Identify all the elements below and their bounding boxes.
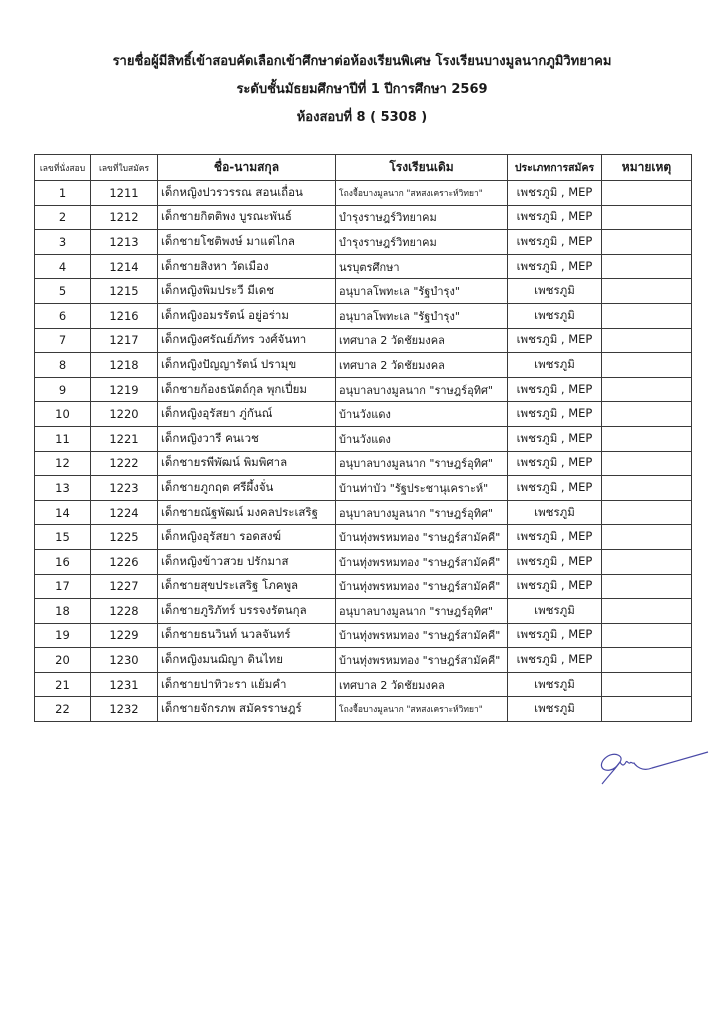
- application-number-cell: 1224: [91, 500, 158, 525]
- seat-number-cell: 14: [35, 500, 91, 525]
- remarks-cell: [602, 574, 692, 599]
- previous-school-cell: บ้านทุ่งพรหมทอง "ราษฎร์สามัคคี": [336, 549, 508, 574]
- application-number-cell: 1230: [91, 648, 158, 673]
- application-number-cell: 1222: [91, 451, 158, 476]
- remarks-cell: [602, 648, 692, 673]
- seat-number-cell: 21: [35, 672, 91, 697]
- previous-school-cell: อนุบาลโพทะเล "รัฐบำรุง": [336, 279, 508, 304]
- seat-number-cell: 17: [35, 574, 91, 599]
- seat-number-cell: 20: [35, 648, 91, 673]
- seat-number-cell: 13: [35, 476, 91, 501]
- previous-school-cell: บ้านท่าบัว "รัฐประชานุเคราะห์": [336, 476, 508, 501]
- seat-number-cell: 9: [35, 377, 91, 402]
- application-number-cell: 1228: [91, 599, 158, 624]
- table-row: [35, 254, 692, 279]
- remarks-cell: [602, 377, 692, 402]
- table-row: [35, 500, 692, 525]
- application-number-cell: 1218: [91, 353, 158, 378]
- application-type-cell: เพชรภูมิ , MEP: [508, 181, 602, 206]
- application-number-cell: 1225: [91, 525, 158, 550]
- remarks-cell: [602, 230, 692, 255]
- remarks-cell: [602, 205, 692, 230]
- previous-school-cell: บำรุงราษฎร์วิทยาคม: [336, 230, 508, 255]
- application-number-cell: 1219: [91, 377, 158, 402]
- full-name-cell: เด็กชายโชติพงษ์ มาแต่ไกล: [158, 230, 336, 255]
- application-type-cell: เพชรภูมิ , MEP: [508, 574, 602, 599]
- application-number-cell: 1229: [91, 623, 158, 648]
- previous-school-cell: บ้านทุ่งพรหมทอง "ราษฎร์สามัคคี": [336, 574, 508, 599]
- application-number-cell: 1221: [91, 426, 158, 451]
- table-row: [35, 549, 692, 574]
- previous-school-cell: บ้านทุ่งพรหมทอง "ราษฎร์สามัคคี": [336, 525, 508, 550]
- table-row: [35, 230, 692, 255]
- full-name-cell: เด็กหญิงอมรรัตน์ อยู่อร่าม: [158, 303, 336, 328]
- application-type-cell: เพชรภูมิ , MEP: [508, 205, 602, 230]
- remarks-cell: [602, 500, 692, 525]
- full-name-cell: เด็กชายสิงหา วัดเมือง: [158, 254, 336, 279]
- seat-number-cell: 2: [35, 205, 91, 230]
- previous-school-cell: เทศบาล 2 วัดชัยมงคล: [336, 353, 508, 378]
- application-type-cell: เพชรภูมิ , MEP: [508, 328, 602, 353]
- previous-school-cell: นรบุตรศึกษา: [336, 254, 508, 279]
- full-name-cell: เด็กชายรพีพัฒน์ พิมพิศาล: [158, 451, 336, 476]
- application-type-cell: เพชรภูมิ , MEP: [508, 623, 602, 648]
- application-type-cell: เพชรภูมิ , MEP: [508, 426, 602, 451]
- remarks-cell: [602, 451, 692, 476]
- seat-number-cell: 4: [35, 254, 91, 279]
- application-number-cell: 1211: [91, 181, 158, 206]
- seat-number-cell: 1: [35, 181, 91, 206]
- application-number-cell: 1231: [91, 672, 158, 697]
- previous-school-cell: เทศบาล 2 วัดชัยมงคล: [336, 672, 508, 697]
- signature-image: [590, 748, 710, 788]
- table-row: [35, 279, 692, 304]
- application-type-cell: เพชรภูมิ: [508, 697, 602, 722]
- remarks-cell: [602, 697, 692, 722]
- application-number-cell: 1212: [91, 205, 158, 230]
- table-row: [35, 599, 692, 624]
- document-title: รายชื่อผู้มีสิทธิ์เข้าสอบคัดเลือกเข้าศึกษาต่อห้องเรียนพิเศษ โรงเรียนบางมูลนากภูมิวิทยาคม: [112, 54, 612, 69]
- table-row: [35, 525, 692, 550]
- full-name-cell: เด็กชายกิตติพง บูรณะพันธ์: [158, 205, 336, 230]
- column-header-application-number: เลขที่ใบสมัคร: [91, 155, 158, 181]
- table-row: [35, 426, 692, 451]
- remarks-cell: [602, 549, 692, 574]
- table-row: [35, 697, 692, 722]
- previous-school-cell: อนุบาลบางมูลนาก "ราษฎร์อุทิศ": [336, 500, 508, 525]
- previous-school-cell: อนุบาลบางมูลนาก "ราษฎร์อุทิศ": [336, 377, 508, 402]
- seat-number-cell: 7: [35, 328, 91, 353]
- seat-number-cell: 12: [35, 451, 91, 476]
- remarks-cell: [602, 328, 692, 353]
- seat-number-cell: 8: [35, 353, 91, 378]
- full-name-cell: เด็กหญิงวารี คนเวช: [158, 426, 336, 451]
- previous-school-cell: บำรุงราษฎร์วิทยาคม: [336, 205, 508, 230]
- table-row: [35, 476, 692, 501]
- application-number-cell: 1232: [91, 697, 158, 722]
- application-type-cell: เพชรภูมิ: [508, 599, 602, 624]
- application-number-cell: 1215: [91, 279, 158, 304]
- column-header-remarks: หมายเหตุ: [602, 155, 692, 181]
- application-number-cell: 1213: [91, 230, 158, 255]
- application-number-cell: 1226: [91, 549, 158, 574]
- remarks-cell: [602, 254, 692, 279]
- application-type-cell: เพชรภูมิ , MEP: [508, 525, 602, 550]
- table-row: [35, 402, 692, 427]
- full-name-cell: เด็กหญิงมนฌิญา ดินไทย: [158, 648, 336, 673]
- seat-number-cell: 22: [35, 697, 91, 722]
- seat-number-cell: 16: [35, 549, 91, 574]
- seat-number-cell: 11: [35, 426, 91, 451]
- remarks-cell: [602, 181, 692, 206]
- table-row: [35, 377, 692, 402]
- column-header-application-type: ประเภทการสมัคร: [508, 155, 602, 181]
- previous-school-cell: อนุบาลโพทะเล "รัฐบำรุง": [336, 303, 508, 328]
- candidate-table: [34, 154, 692, 722]
- column-header-full-name: ชื่อ-นามสกุล: [158, 155, 336, 181]
- seat-number-cell: 18: [35, 599, 91, 624]
- table-row: [35, 648, 692, 673]
- application-type-cell: เพชรภูมิ , MEP: [508, 451, 602, 476]
- application-type-cell: เพชรภูมิ: [508, 353, 602, 378]
- remarks-cell: [602, 426, 692, 451]
- application-number-cell: 1214: [91, 254, 158, 279]
- full-name-cell: เด็กชายธนวินท์ นวลจันทร์: [158, 623, 336, 648]
- table-row: [35, 623, 692, 648]
- previous-school-cell: อนุบาลบางมูลนาก "ราษฎร์อุทิศ": [336, 451, 508, 476]
- previous-school-cell: โถงจื้อบางมูลนาก "สหสงเคราะห์วิทยา": [336, 181, 508, 206]
- application-type-cell: เพชรภูมิ , MEP: [508, 402, 602, 427]
- application-type-cell: เพชรภูมิ , MEP: [508, 230, 602, 255]
- full-name-cell: เด็กหญิงข้าวสวย ปรักมาส: [158, 549, 336, 574]
- application-number-cell: 1217: [91, 328, 158, 353]
- full-name-cell: เด็กหญิงปวรวรรณ สอนเถื่อน: [158, 181, 336, 206]
- seat-number-cell: 3: [35, 230, 91, 255]
- previous-school-cell: บ้านทุ่งพรหมทอง "ราษฎร์สามัคคี": [336, 623, 508, 648]
- application-type-cell: เพชรภูมิ , MEP: [508, 254, 602, 279]
- application-type-cell: เพชรภูมิ: [508, 279, 602, 304]
- table-row: [35, 574, 692, 599]
- full-name-cell: เด็กชายสุขประเสริฐ โภคพูล: [158, 574, 336, 599]
- full-name-cell: เด็กหญิงปัญญารัตน์ ปรามุข: [158, 353, 336, 378]
- previous-school-cell: เทศบาล 2 วัดชัยมงคล: [336, 328, 508, 353]
- column-header-seat-number: เลขที่นั่งสอบ: [35, 155, 91, 181]
- remarks-cell: [602, 402, 692, 427]
- table-row: [35, 205, 692, 230]
- application-type-cell: เพชรภูมิ , MEP: [508, 549, 602, 574]
- application-type-cell: เพชรภูมิ , MEP: [508, 377, 602, 402]
- seat-number-cell: 6: [35, 303, 91, 328]
- full-name-cell: เด็กชายจักรภพ สมัครราษฎร์: [158, 697, 336, 722]
- previous-school-cell: บ้านวังแดง: [336, 426, 508, 451]
- table-header-row: [35, 155, 692, 181]
- remarks-cell: [602, 353, 692, 378]
- full-name-cell: เด็กหญิงพิมประวี มีเดช: [158, 279, 336, 304]
- application-type-cell: เพชรภูมิ: [508, 672, 602, 697]
- full-name-cell: เด็กชายภูกฤต ศรีผึ้งจั่น: [158, 476, 336, 501]
- full-name-cell: เด็กชายภูริภัทร์ บรรจงรัตนกุล: [158, 599, 336, 624]
- seat-number-cell: 10: [35, 402, 91, 427]
- previous-school-cell: โถงจื้อบางมูลนาก "สหสงเคราะห์วิทยา": [336, 697, 508, 722]
- column-header-previous-school: โรงเรียนเดิม: [336, 155, 508, 181]
- application-number-cell: 1227: [91, 574, 158, 599]
- previous-school-cell: บ้านวังแดง: [336, 402, 508, 427]
- table-row: [35, 181, 692, 206]
- document-subtitle-exam-room: ห้องสอบที่ 8 ( 5308 ): [296, 110, 428, 125]
- application-number-cell: 1223: [91, 476, 158, 501]
- previous-school-cell: บ้านทุ่งพรหมทอง "ราษฎร์สามัคคี": [336, 648, 508, 673]
- previous-school-cell: อนุบาลบางมูลนาก "ราษฎร์อุทิศ": [336, 599, 508, 624]
- table-row: [35, 328, 692, 353]
- seat-number-cell: 15: [35, 525, 91, 550]
- application-type-cell: เพชรภูมิ: [508, 500, 602, 525]
- application-type-cell: เพชรภูมิ , MEP: [508, 476, 602, 501]
- table-row: [35, 451, 692, 476]
- signature-stroke: [601, 752, 708, 784]
- remarks-cell: [602, 303, 692, 328]
- full-name-cell: เด็กหญิงอุรัสยา ภู่กันณ์: [158, 402, 336, 427]
- full-name-cell: เด็กชายณัฐพัฒน์ มงคลประเสริฐ: [158, 500, 336, 525]
- remarks-cell: [602, 476, 692, 501]
- remarks-cell: [602, 623, 692, 648]
- full-name-cell: เด็กหญิงอุรัสยา รอดสงฆ์: [158, 525, 336, 550]
- remarks-cell: [602, 672, 692, 697]
- remarks-cell: [602, 525, 692, 550]
- seat-number-cell: 5: [35, 279, 91, 304]
- document-subtitle-level-year: ระดับชั้นมัธยมศึกษาปีที่ 1 ปีการศึกษา 2569: [236, 82, 488, 97]
- full-name-cell: เด็กหญิงศรัณย์ภัทร วงศ์จันทา: [158, 328, 336, 353]
- remarks-cell: [602, 599, 692, 624]
- full-name-cell: เด็กชายปาทิวะรา แย้มคำ: [158, 672, 336, 697]
- table-row: [35, 672, 692, 697]
- remarks-cell: [602, 279, 692, 304]
- seat-number-cell: 19: [35, 623, 91, 648]
- table-row: [35, 353, 692, 378]
- table-row: [35, 303, 692, 328]
- application-number-cell: 1220: [91, 402, 158, 427]
- application-type-cell: เพชรภูมิ , MEP: [508, 648, 602, 673]
- full-name-cell: เด็กชายก้องธนัตถ์กุล พุกเปี่ยม: [158, 377, 336, 402]
- application-type-cell: เพชรภูมิ: [508, 303, 602, 328]
- application-number-cell: 1216: [91, 303, 158, 328]
